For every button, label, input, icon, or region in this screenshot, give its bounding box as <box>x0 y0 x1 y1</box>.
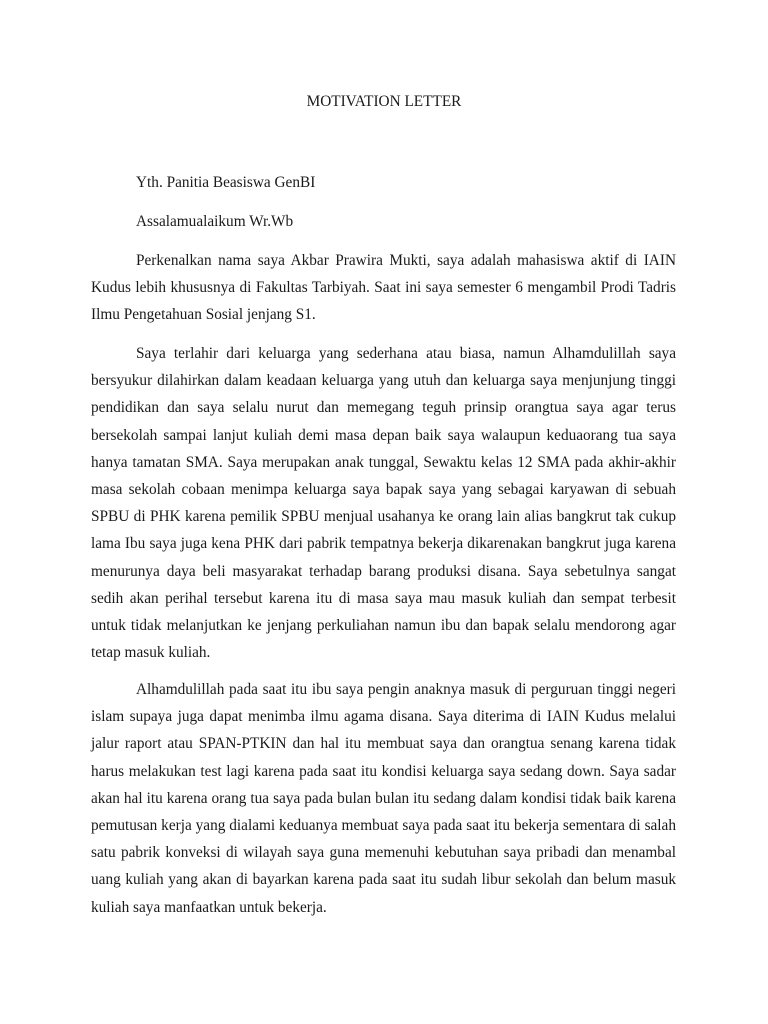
greeting-line: Assalamualaikum Wr.Wb <box>136 213 294 230</box>
document-title: MOTIVATION LETTER <box>306 93 462 110</box>
salutation-line: Yth. Panitia Beasiswa GenBI <box>136 174 316 191</box>
paragraph-family-background: Saya terlahir dari keluarga yang sederhana atau biasa, namun Alhamdulillah saya bersyukur dilahirkan dalam keadaan keluarga yang utuh dan keluarga saya menjunjung tinggi pendidikan dan saya selalu nurut dan memegang teguh prinsip orangtua saya agar terus bersekolah sampai lanjut kuliah demi masa depan baik saya walaupun keduaorang tua saya hanya tamatan SMA. Saya merupakan anak tunggal, Sewaktu kelas 12 SMA pada akhir-akhir masa sekolah cobaan menimpa keluarga saya bapak saya yang sebagai karyawan di sebuah SPBU di PHK karena pemilik SPBU menjual usahanya ke orang lain alias bangkrut tak cukup lama Ibu saya juga kena PHK dari pabrik tempatnya bekerja dikarenakan bangkrut juga karena menurunya daya beli masyarakat terhadap barang produksi disana. Saya sebetulnya sangat sedih akan perihal tersebut karena itu di masa saya mau masuk kuliah dan sempat terbesit untuk tidak melanjutkan ke jenjang perkuliahan namun ibu dan bapak selalu mendorong agar tetap masuk kuliah. <box>91 345 676 662</box>
paragraph-introduction: Perkenalkan nama saya Akbar Prawira Mukti, saya adalah mahasiswa aktif di IAIN Kudus lebih khususnya di Fakultas Tarbiyah. Saat ini saya semester 6 mengambil Prodi Tadris Ilmu Pengetahuan Sosial jenjang S1. <box>91 252 676 324</box>
paragraph-university-admission: Alhamdulillah pada saat itu ibu saya pengin anaknya masuk di perguruan tinggi negeri islam supaya juga dapat menimba ilmu agama disana. Saya diterima di IAIN Kudus melalui jalur raport atau SPAN-PTKIN dan hal itu membuat saya dan orangtua senang karena tidak harus melakukan test lagi karena pada saat itu kondisi keluarga saya sedang down. Saya sadar akan hal itu karena orang tua saya pada bulan bulan itu sedang dalam kondisi tidak baik karena pemutusan kerja yang dialami keduanya membuat saya pada saat itu bekerja sementara di salah satu pabrik konveksi di wilayah saya guna memenuhi kebutuhan saya pribadi dan menambal uang kuliah yang akan di bayarkan karena pada saat itu sudah libur sekolah dan belum masuk kuliah saya manfaatkan untuk bekerja. <box>91 681 676 916</box>
